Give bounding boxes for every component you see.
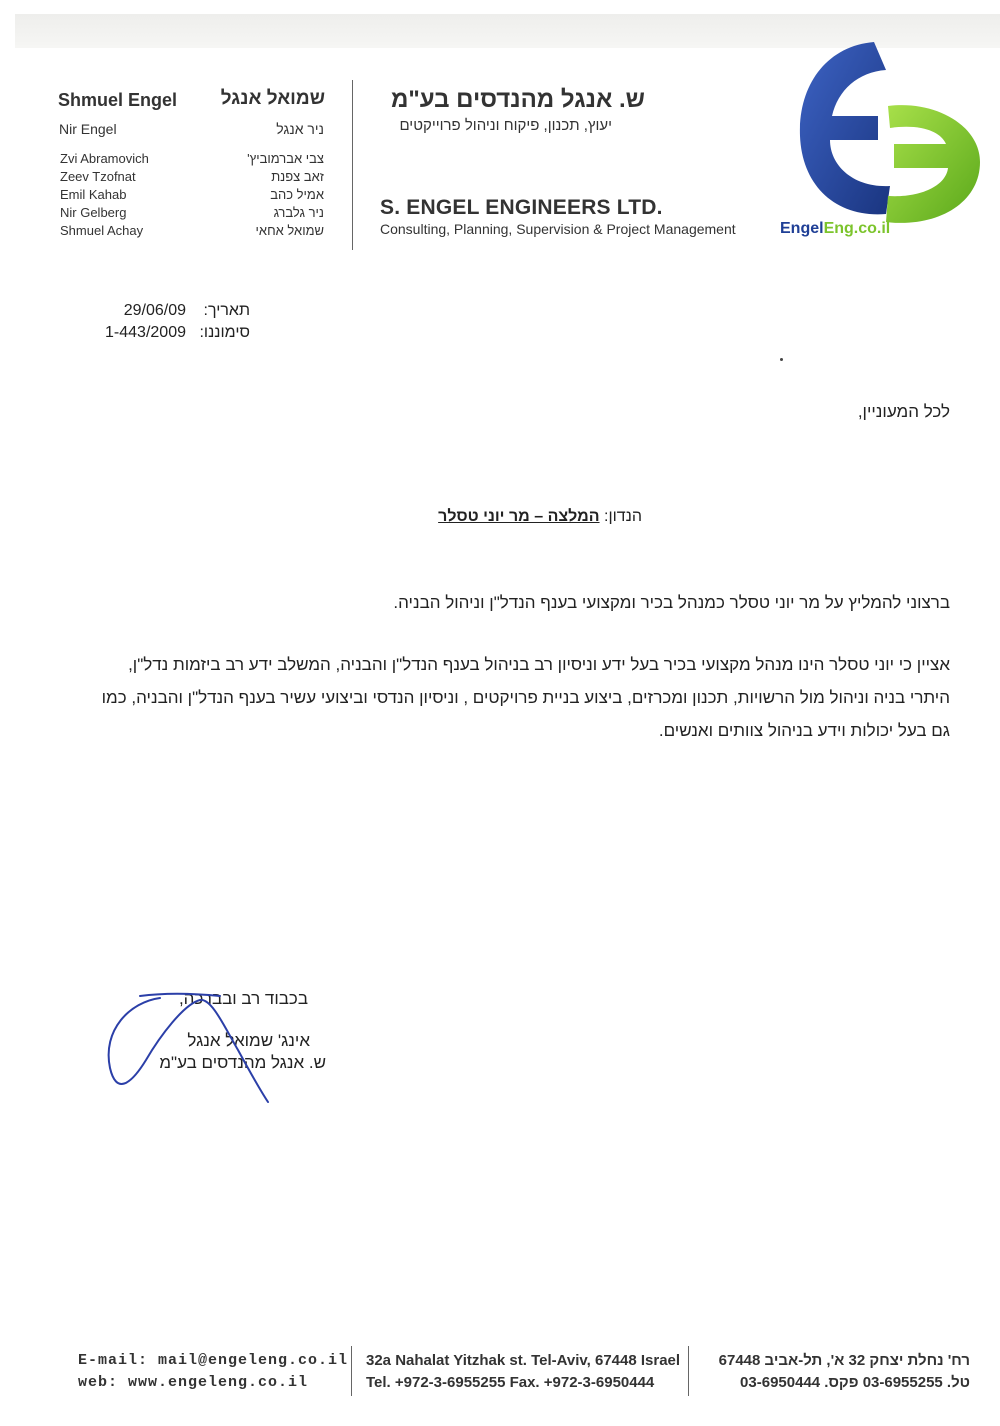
body-paragraph-1: ברצוני להמליץ על מר יוני טסלר כמנהל בכיר ומקצועי בענף הנדל"ן וניהול הבניה. xyxy=(393,593,950,612)
salutation: לכל המעוניין, xyxy=(857,402,950,421)
staff-name-en: Nir Gelberg xyxy=(60,205,127,220)
footer-contact xyxy=(78,1350,348,1394)
footer-street-he: רח' נחלת יצחק 32 א', תל-אביב 67448 xyxy=(718,1352,970,1369)
stray-mark xyxy=(780,358,783,361)
staff-name-he: אמיל כהב xyxy=(270,187,324,202)
footer-street-en: 32a Nahalat Yitzhak st. Tel-Aviv, 67448 Israel xyxy=(366,1352,681,1369)
subject-text: המלצה – מר יוני טסלר xyxy=(438,508,600,525)
person-name-en: Shmuel Engel xyxy=(58,90,178,110)
footer-divider xyxy=(688,1346,689,1396)
reference-value: 1-443/2009 xyxy=(105,324,186,341)
handwritten-signature xyxy=(100,990,300,1110)
header-divider xyxy=(352,80,353,250)
company-tagline-en: Consulting, Planning, Supervision & Project Management xyxy=(380,221,736,237)
sub-name-he: ניר אנגל xyxy=(276,121,324,137)
logo-text-engel: Engel xyxy=(780,220,824,237)
subject-line xyxy=(370,508,642,526)
staff-list-en xyxy=(60,150,149,240)
footer-email: E-mail: mail@engeleng.co.il xyxy=(78,1352,349,1369)
staff-name-en: Zeev Tzofnat xyxy=(60,169,136,184)
subject-label: הנדון: xyxy=(604,508,642,525)
footer-divider xyxy=(351,1346,352,1396)
person-name-he: שמואל אנגל xyxy=(220,88,325,109)
staff-name-he: זאב צפנת xyxy=(271,169,324,184)
date-value: 29/06/09 xyxy=(123,302,186,319)
sub-name-en: Nir Engel xyxy=(59,121,117,137)
logo-text-domain: Eng.co.il xyxy=(823,220,891,237)
footer-address-he xyxy=(700,1350,970,1394)
staff-name-en: Zvi Abramovich xyxy=(60,151,149,166)
company-logo-icon xyxy=(786,36,986,236)
staff-name-en: Shmuel Achay xyxy=(60,223,144,238)
staff-list-he xyxy=(220,150,324,240)
staff-name-he: צבי אברמוביץ' xyxy=(247,151,324,166)
footer-address-en xyxy=(366,1350,680,1394)
footer-phone-he: טל. 03-6955255 פקס. 03-6950444 xyxy=(740,1374,970,1391)
signatory-name: אינג' שמואל אנגל xyxy=(187,1031,310,1050)
company-logo-text xyxy=(780,220,890,238)
staff-name-he: שמואל אחאי xyxy=(255,223,324,238)
company-name-he: ש. אנגל מהנדסים בע"מ xyxy=(390,86,645,113)
company-tagline-he: יעוץ, תכנון, פיקוח וניהול פרוייקטים xyxy=(399,117,612,134)
reference-label: סימוננו: xyxy=(199,324,250,341)
footer-web: web: www.engeleng.co.il xyxy=(78,1374,309,1391)
closing: בכבוד רב ובברכה, xyxy=(178,989,308,1008)
staff-name-en: Emil Kahab xyxy=(60,187,127,202)
signatory-company: ש. אנגל מהנדסים בע"מ xyxy=(159,1053,326,1072)
staff-name-he: ניר גלברג xyxy=(273,205,324,220)
footer-phone-en: Tel. +972-3-6955255 Fax. +972-3-6950444 xyxy=(366,1374,655,1391)
date-label: תאריך: xyxy=(203,302,250,319)
body-paragraph-2: אציין כי יוני טסלר הינו מנהל מקצועי בכיר בעל ידע וניסיון רב בניהול בענף הנדל"ן והבניה, המשלב ידע רב ביזמות נדל"ן, היתרי בניה וניהול מול הרשויות, תכנון ומכרזים, ביצוע בניית פרויקטים , וניסיון הנדסי וביצועי עשיר בענף הנדל"ן והבניה, כמו גם בעל יכולות וידע בניהול צוותים ואנשים. xyxy=(101,655,950,740)
company-name-en: S. ENGEL ENGINEERS LTD. xyxy=(380,196,663,219)
